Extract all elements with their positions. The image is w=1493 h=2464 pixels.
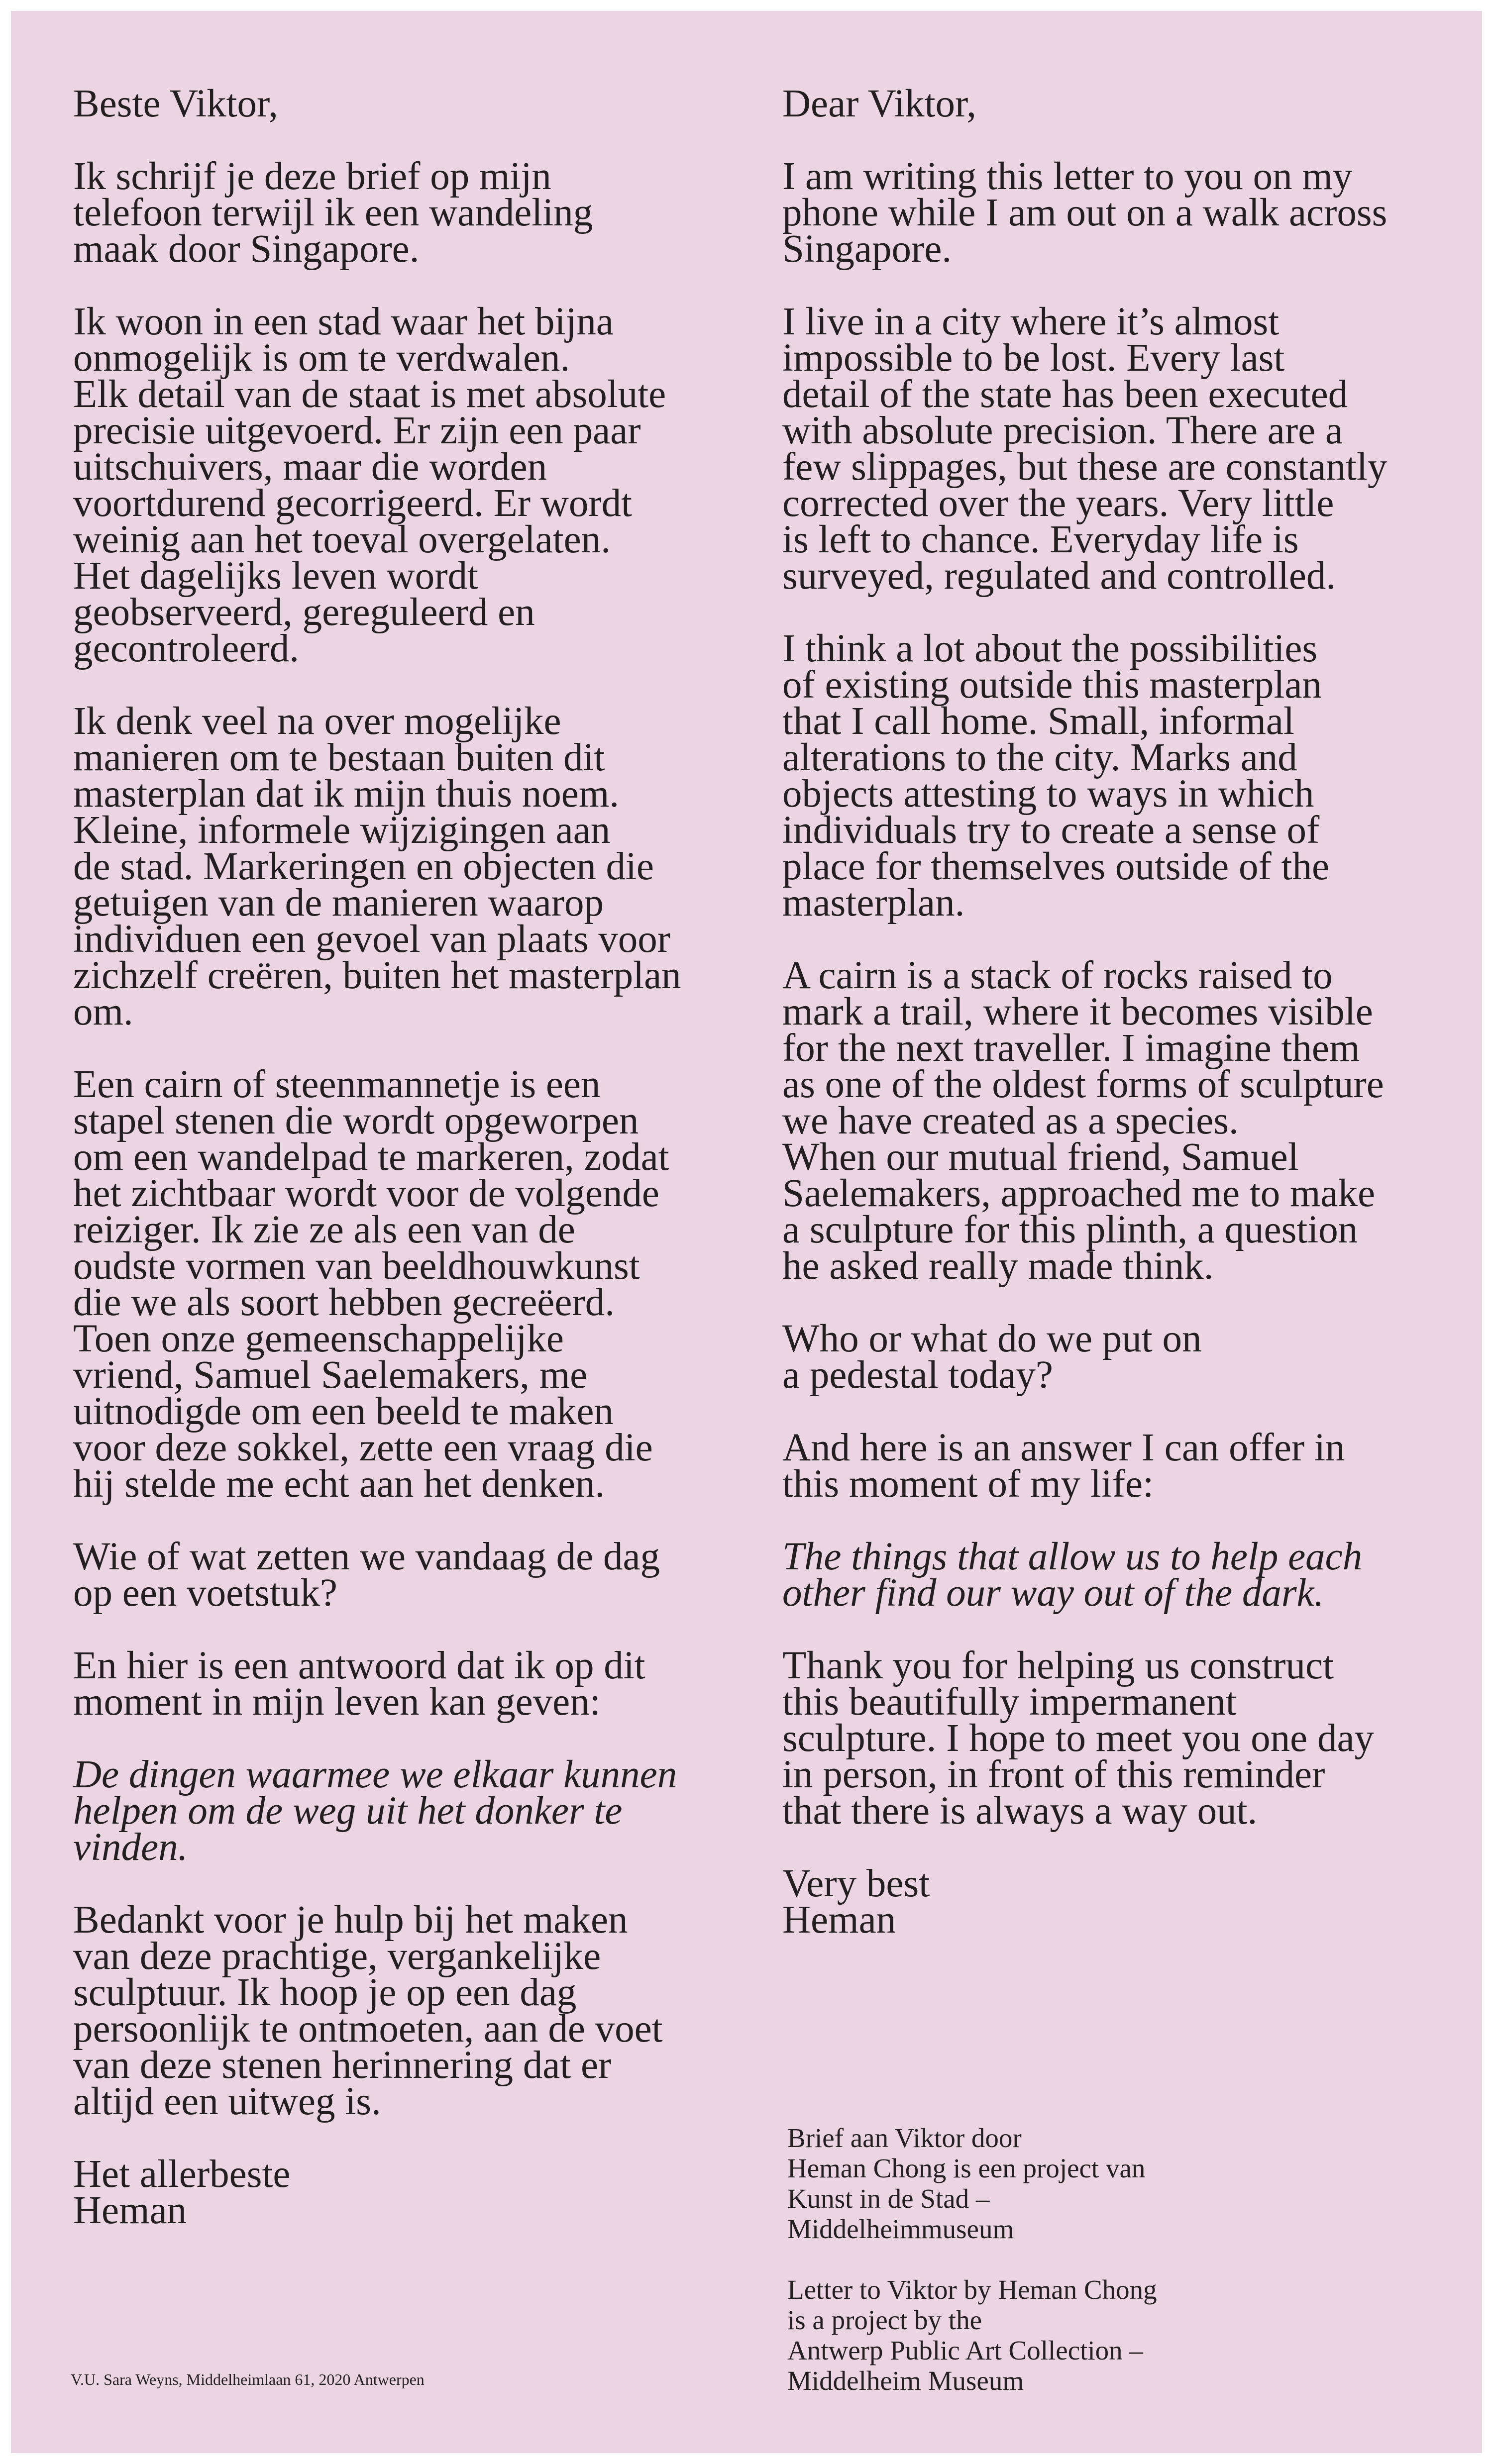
english-salutation: Dear Viktor,: [782, 82, 976, 125]
credits-dutch: Brief aan Viktor door Heman Chong is een project van Kunst in de Stad – Middelheimmuseum: [787, 2123, 1146, 2244]
dutch-paragraph-4: Een cairn of steenmannetje is een stapel stenen die wordt opgeworpen om een wandelpad te markeren, zodat het zichtbaar wordt voor de volgende reiziger. Ik zie ze als een van de oudste vormen van beeldhouwkunst die we als soort hebben gecreëerd. Toen onze gemeenschappelijke vriend, Samuel Saelemakers, me uitnodigde om een beeld te maken voor deze sokkel, zette een vraag die hij stelde me echt aan het denken.: [73, 1063, 669, 1506]
english-paragraph-1: I am writing this letter to you on my phone while I am out on a walk across Singapore.: [782, 155, 1387, 271]
english-paragraph-3: I think a lot about the possibilities of existing outside this masterplan that I call home. Small, informal alterations to the city. Marks and objects attesting to ways in which individuals try to create a sense of place for themselves outside of the masterplan.: [782, 627, 1330, 924]
english-paragraph-2: I live in a city where it’s almost impossible to be lost. Every last detail of the state has been executed with absolute precision. There are a few slippages, but these are constantly corrected over the years. Very little is left to chance. Everyday life is surveyed, regulated and controlled.: [782, 300, 1387, 598]
english-letter: [782, 82, 1469, 1974]
dutch-paragraph-5: Wie of wat zetten we vandaag de dag op een voetstuk?: [73, 1535, 660, 1615]
dutch-quote: De dingen waarmee we elkaar kunnen helpen om de weg uit het donker te vinden.: [73, 1753, 677, 1869]
english-signoff: Very best Heman: [782, 1862, 930, 1942]
dutch-paragraph-2: Ik woon in een stad waar het bijna onmogelijk is om te verdwalen. Elk detail van de staat is met absolute precisie uitgevoerd. Er zijn een paar uitschuivers, maar die worden voortdurend gecorrigeerd. Er wordt weinig aan het toeval overgelaten. Het dagelijks leven wordt geobserveerd, gereguleerd en gecontroleerd.: [73, 300, 666, 670]
dutch-closing-paragraph: Bedankt voor je hulp bij het maken van deze prachtige, vergankelijke sculptuur. Ik hoop je op een dag persoonlijk te ontmoeten, aan de voet van deze stenen herinnering dat er altijd een uitweg is.: [73, 1898, 663, 2123]
project-credits: [787, 2123, 1157, 2426]
dutch-signoff: Het allerbeste Heman: [73, 2153, 291, 2232]
dutch-paragraph-3: Ik denk veel na over mogelijke manieren om te bestaan buiten dit masterplan dat ik mijn thuis noem. Kleine, informele wijzigingen aan de stad. Markeringen en objecten die getuigen van de manieren waarop individuen een gevoel van plaats voor zichzelf creëren, buiten het masterplan om.: [73, 700, 681, 1033]
english-paragraph-4: A cairn is a stack of rocks raised to mark a trail, where it becomes visible for the next traveller. I imagine them as one of the oldest forms of sculpture we have created as a species. When our mutual friend, Samuel Saelemakers, approached me to make a sculpture for this plinth, a question he asked really made think.: [782, 954, 1384, 1288]
poster: [11, 11, 1482, 2453]
english-paragraph-6: And here is an answer I can offer in this moment of my life:: [782, 1426, 1345, 1506]
dutch-paragraph-1: Ik schrijf je deze brief op mijn telefoon terwijl ik een wandeling maak door Singapore.: [73, 155, 593, 271]
english-paragraph-5: Who or what do we put on a pedestal today?: [782, 1317, 1202, 1397]
credits-english: Letter to Viktor by Heman Chong is a project by the Antwerp Public Art Collection – Middelheim Museum: [787, 2274, 1157, 2396]
dutch-salutation: Beste Viktor,: [73, 82, 278, 125]
dutch-letter: [73, 82, 770, 2265]
english-quote: The things that allow us to help each other find our way out of the dark.: [782, 1535, 1363, 1615]
publisher-line: V.U. Sara Weyns, Middelheimlaan 61, 2020 Antwerpen: [71, 2370, 425, 2388]
dutch-paragraph-6: En hier is een antwoord dat ik op dit moment in mijn leven kan geven:: [73, 1644, 645, 1724]
english-closing-paragraph: Thank you for helping us construct this beautifully impermanent sculpture. I hope to meet you one day in person, in front of this reminder that there is always a way out.: [782, 1644, 1375, 1833]
